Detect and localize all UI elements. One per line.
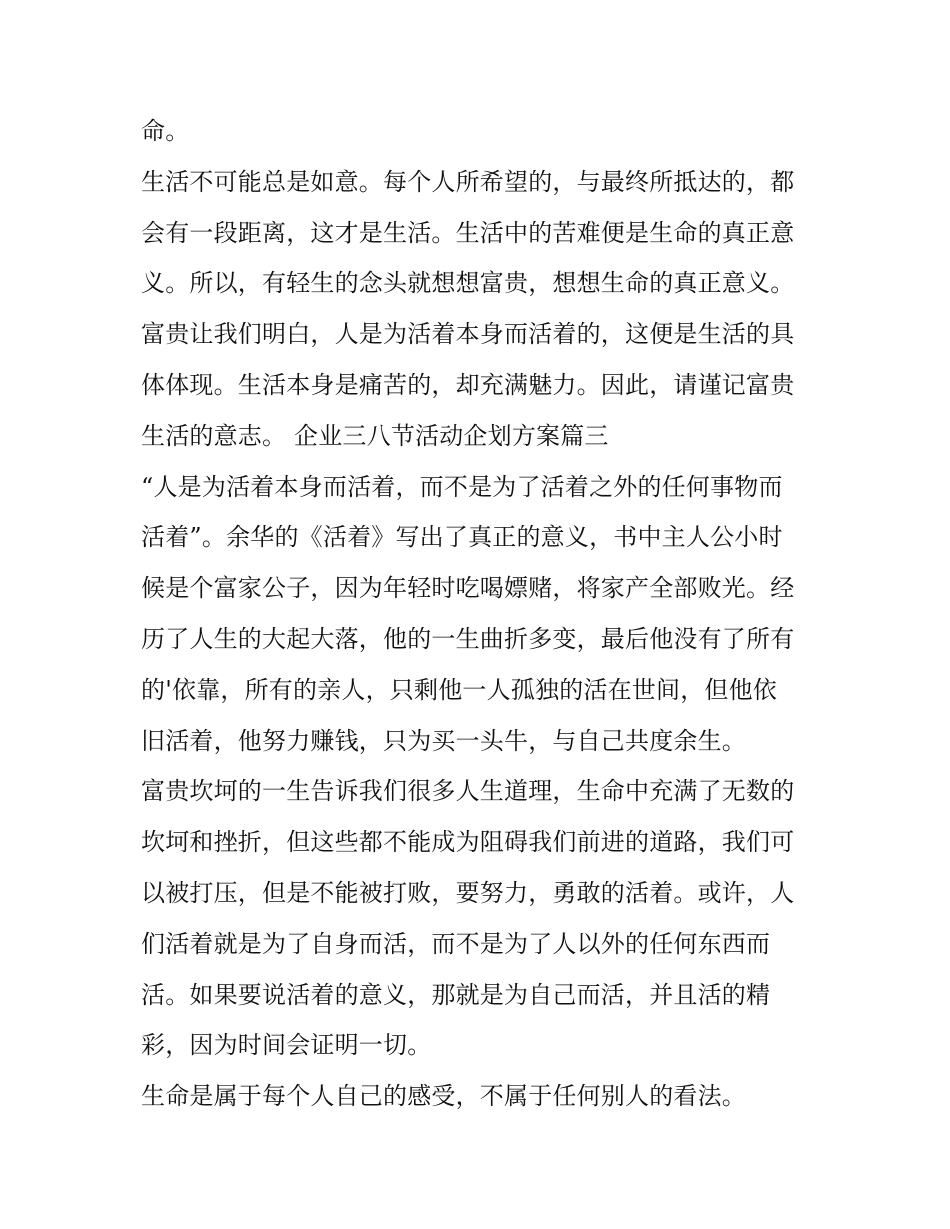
- text-line: 生命是属于每个人自己的感受，不属于任何别人的看法。: [141, 1082, 746, 1111]
- text-line: 彩，因为时间会证明一切。: [141, 1031, 432, 1060]
- text-line: 旧活着，他努力赚钱，只为买一头牛，与自己共度余生。: [141, 726, 746, 755]
- text-line: 会有一段距离，这才是生活。生活中的苦难便是生命的真正意: [141, 218, 795, 247]
- text-line: 生活不可能总是如意。每个人所希望的，与最终所抵达的，都: [141, 167, 795, 196]
- text-line: 命。: [141, 117, 190, 145]
- text-line: 生活的意志。 企业三八节活动企划方案篇三: [141, 421, 609, 450]
- text-line: 的'依靠，所有的亲人，只剩他一人孤独的活在世间，但他依: [141, 675, 777, 704]
- text-line: 候是个富家公子，因为年轻时吃喝嫖赌，将家产全部败光。经: [141, 574, 795, 603]
- text-line: “人是为活着本身而活着，而不是为了活着之外的任何事物而: [141, 472, 783, 501]
- text-line: 活。如果要说活着的意义，那就是为自己而活，并且活的精: [141, 980, 771, 1009]
- text-line: 富贵坎坷的一生告诉我们很多人生道理，生命中充满了无数的: [141, 777, 795, 806]
- text-line: 义。所以，有轻生的念头就想想富贵，想想生命的真正意义。: [141, 269, 795, 298]
- text-line: 历了人生的大起大落，他的一生曲折多变，最后他没有了所有: [141, 624, 795, 653]
- text-line: 以被打压，但是不能被打败，要努力，勇敢的活着。或许，人: [141, 878, 795, 907]
- text-line: 富贵让我们明白，人是为活着本身而活着的，这便是生活的具: [141, 320, 795, 349]
- document-body: [141, 106, 821, 1122]
- text-line: 体体现。生活本身是痛苦的，却充满魅力。因此，请谨记富贵: [141, 370, 795, 399]
- text-line: 活着”。余华的《活着》写出了真正的意义，书中主人公小时: [141, 523, 783, 552]
- text-line: 坎坷和挫折，但这些都不能成为阻碍我们前进的道路，我们可: [141, 828, 795, 857]
- text-line: 们活着就是为了自身而活，而不是为了人以外的任何东西而: [141, 929, 771, 958]
